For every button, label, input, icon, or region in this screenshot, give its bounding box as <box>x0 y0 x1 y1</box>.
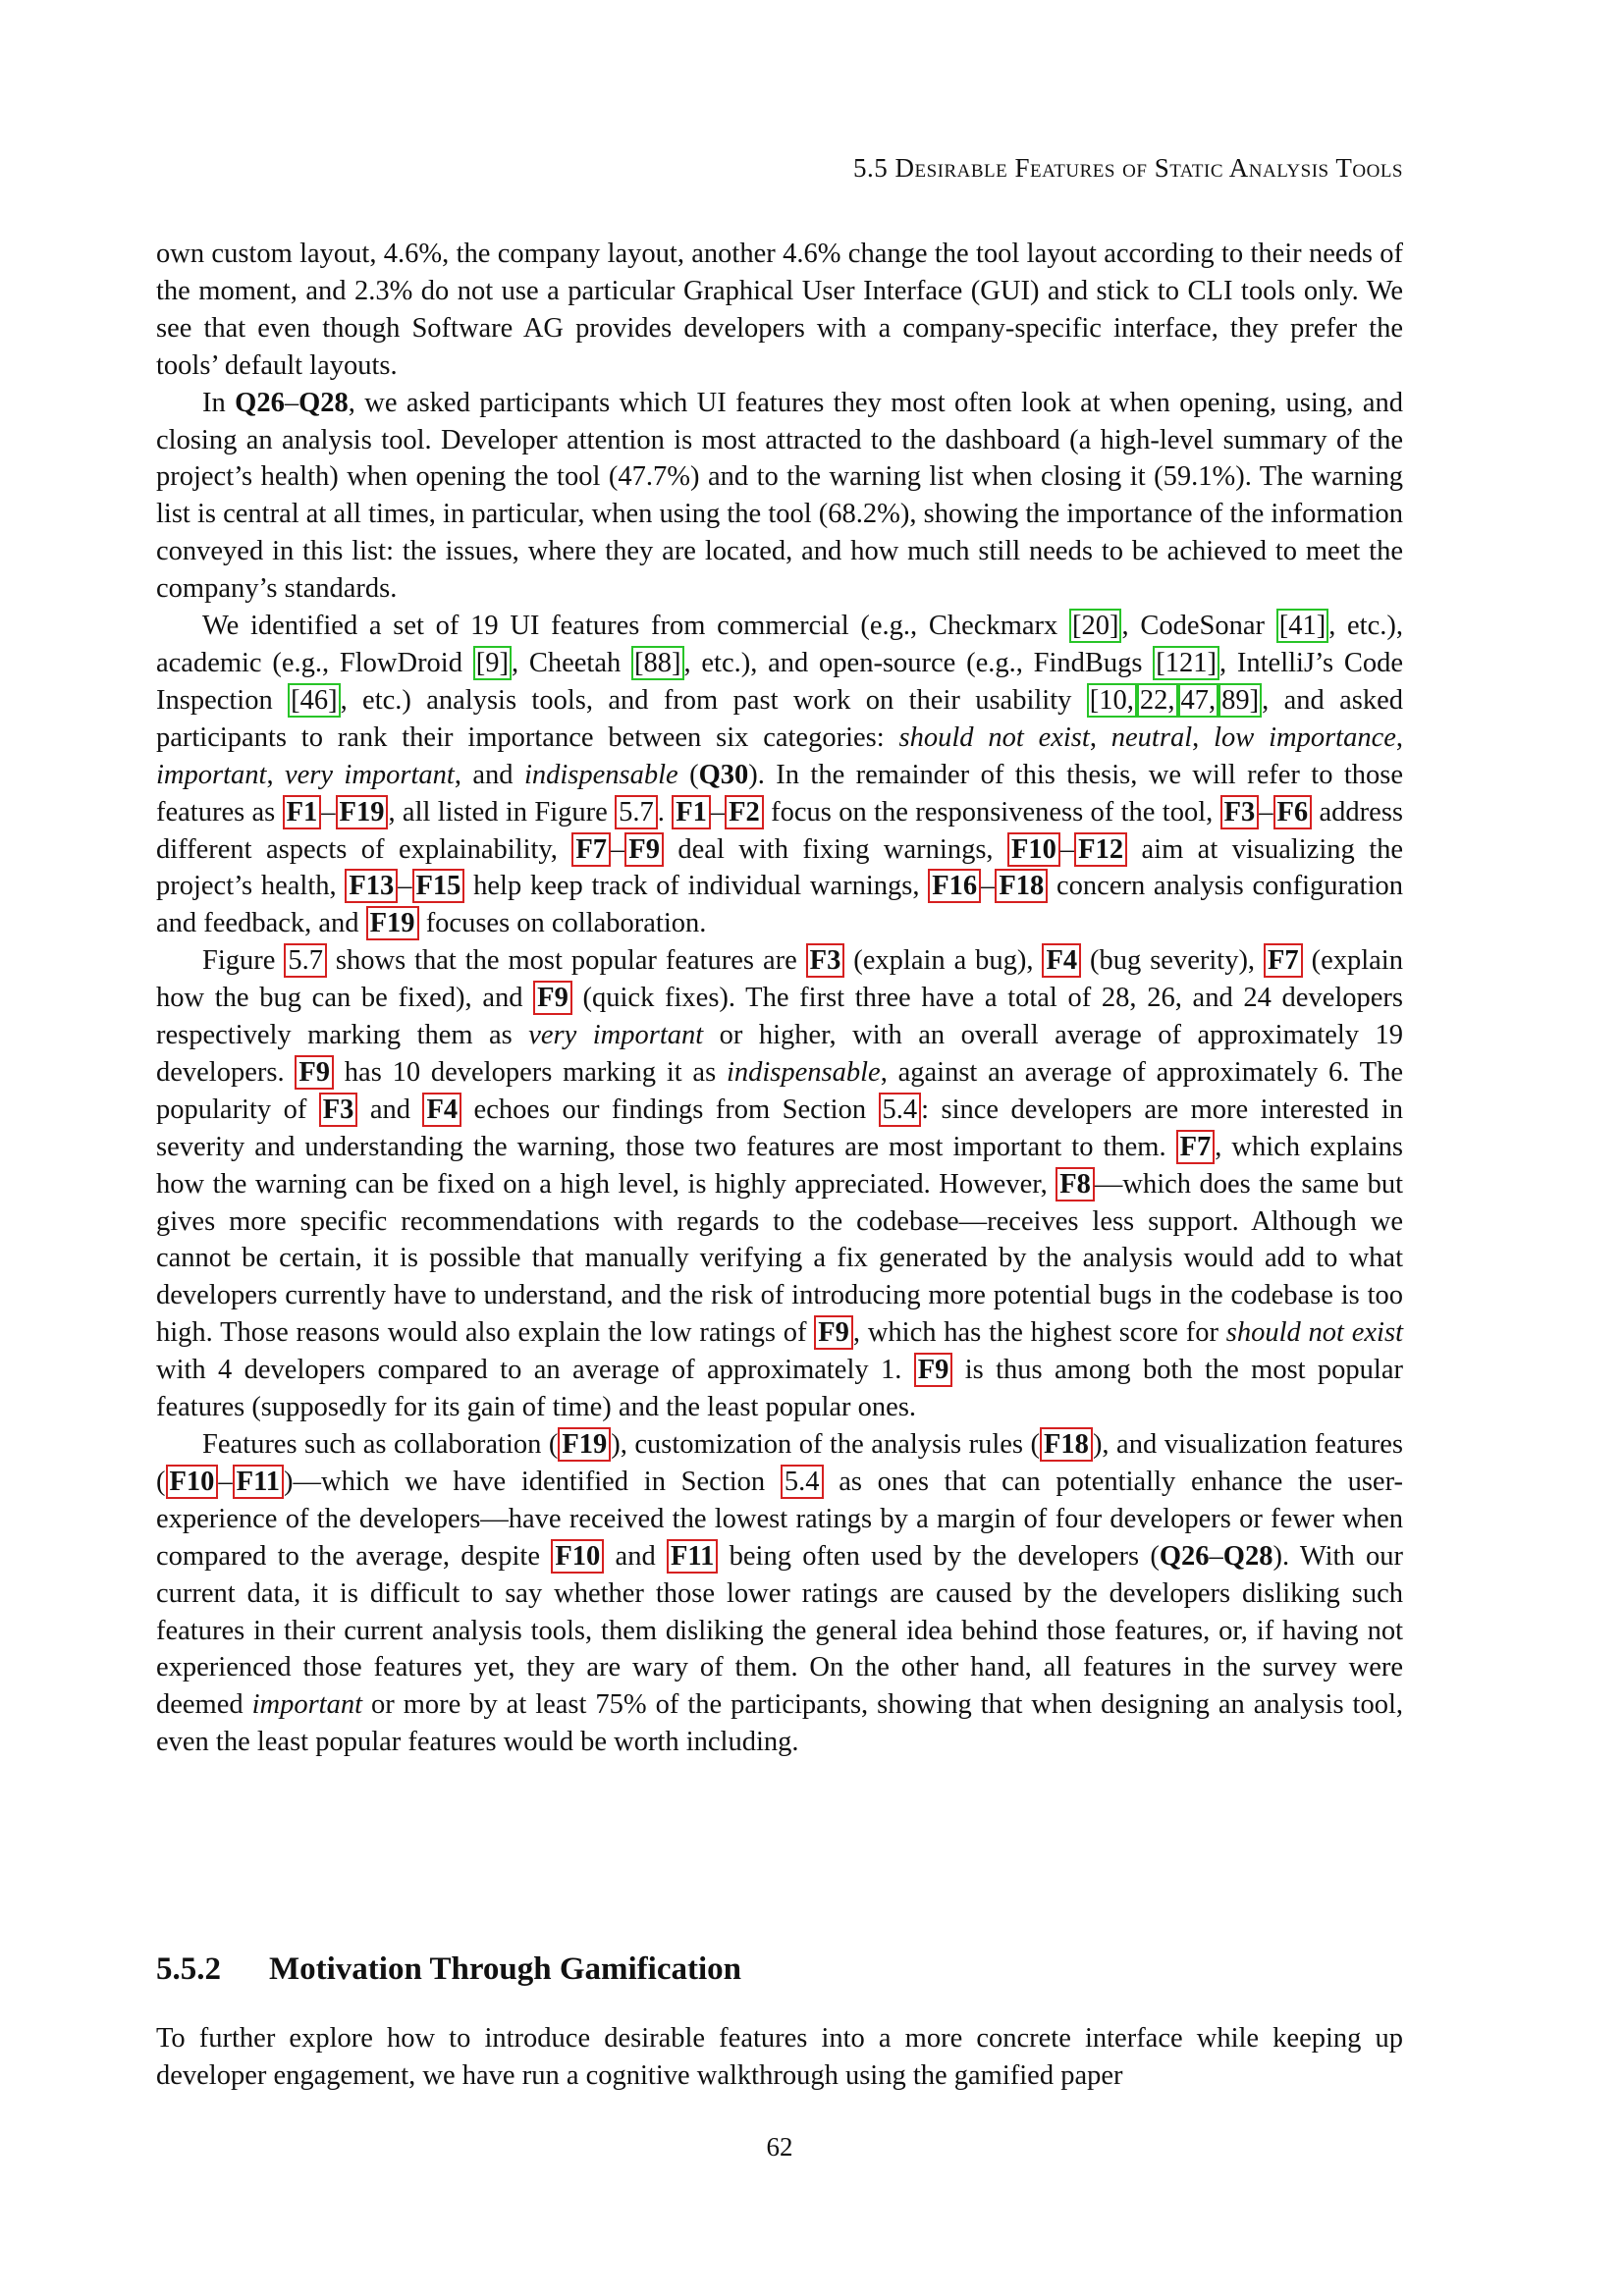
section-number: 5.5.2 <box>156 1951 221 1987</box>
citation-link[interactable]: 89] <box>1218 683 1262 718</box>
text-run: , and <box>454 759 524 790</box>
feature-link[interactable]: F7 <box>1176 1130 1216 1164</box>
dash: – <box>218 1466 233 1497</box>
paragraph-5 <box>156 1426 1403 1761</box>
text-run: , etc.) analysis tools, and from past work on their usability <box>340 684 1087 716</box>
text-run: )—which we have identified in Section <box>284 1466 781 1497</box>
citation-link[interactable]: [20] <box>1069 609 1121 643</box>
text-run: shows that the most popular features are <box>326 945 806 977</box>
text-run: focuses on collaboration. <box>418 908 707 939</box>
text-run: , we asked participants which UI features they most often look at when opening, using, and closing an analysis tool. Developer attention is most attracted to the dashboard (a high-level summary of the project’s health) when opening the tool (47.7%) and to the warning list when closing it (59.1%). The warning list is central at all times, in particular, when using the tool (68.2%), showing the importance of the information conveyed in this list: the issues, where they are located, and how much still needs to be achieved to meet the company’s standards. <box>156 387 1403 605</box>
text-run: own custom layout, 4.6%, the company layout, another 4.6% change the tool layout according to their needs of the moment, and 2.3% do not use a particular Graphical User Interface (GUI) and stick to CLI tools only. We see that even though Software AG provides developers with a company-specific interface, they prefer the tools’ default layouts. <box>156 239 1403 381</box>
dash: – <box>1259 796 1273 828</box>
page-number: 62 <box>766 2132 793 2162</box>
text-run: To further explore how to introduce desirable features into a more concrete interface while keeping up developer engagement, we have run a cognitive walkthrough using the gamified paper <box>156 2023 1403 2091</box>
text-run: concern analysis configuration and feedback, and <box>156 871 1404 939</box>
text-run: with 4 developers compared to an average of approximately 1. <box>156 1355 914 1386</box>
text-run: ). With our current data, it is difficult to say whether those lower ratings are caused by the developers disliking such features in their current analysis tools, them disliking the general idea behind those features, or, if having not experienced those features yet, they are wary of them. On the other hand, all features in the survey were deemed <box>156 1540 1403 1721</box>
feature-link[interactable]: F7 <box>571 832 611 867</box>
feature-link[interactable]: F10 <box>166 1465 219 1499</box>
text-run: echoes our findings from Section <box>461 1094 879 1125</box>
text-run: , which explains how the warning can be fixed on a high level, is highly appreciated. However, <box>156 1131 1403 1200</box>
text-run: help keep track of individual warnings, <box>464 871 929 902</box>
text-run: , etc.), academic (e.g., FlowDroid <box>156 611 1403 678</box>
text-run: , <box>1192 721 1215 753</box>
dash: – <box>284 387 299 418</box>
citation-link[interactable]: [88] <box>631 646 683 680</box>
dash: – <box>710 796 726 828</box>
citation-link[interactable]: 22, <box>1137 683 1178 718</box>
text-run: Features such as collaboration ( <box>202 1429 559 1460</box>
body-text-continued <box>156 2020 1403 2095</box>
feature-link[interactable]: F19 <box>366 906 419 940</box>
category-term: important <box>251 1689 363 1721</box>
text-run: aim at visualizing the project’s health, <box>156 833 1404 902</box>
text-run: , <box>1089 721 1111 753</box>
text-run: In <box>202 387 236 418</box>
feature-link[interactable]: F7 <box>1264 943 1303 978</box>
text-run: ( <box>677 759 699 790</box>
text-run: , CodeSonar <box>1121 611 1276 642</box>
text-run: ). In the remainder of this thesis, we will refer to those features as <box>156 759 1404 828</box>
text-run: and <box>604 1540 667 1572</box>
feature-link[interactable]: F8 <box>1056 1167 1095 1201</box>
text-run: has 10 developers marking it as <box>334 1056 727 1088</box>
citation-link[interactable]: 47, <box>1178 683 1219 718</box>
text-run: focus on the responsiveness of the tool, <box>763 796 1220 828</box>
text-run: —which does the same but gives more specific recommendations with regards to the codebase—receives less support. Although we cannot be certain, it is possible that manually verifying a fix generated by the analysis would add to what developers currently have to understand, and the risk of introducing more potential bugs in the codebase is too high. Those reasons would also explain the low ratings of <box>156 1168 1403 1349</box>
text-run: , which has the highest score for <box>852 1317 1226 1349</box>
section-link[interactable]: 5.4 <box>781 1465 824 1499</box>
feature-link[interactable]: F9 <box>533 981 572 1015</box>
category-term: should not exist <box>898 721 1090 753</box>
text-run: , against an average of approximately 6. The popularity of <box>156 1056 1403 1125</box>
text-run: ), and visualization features ( <box>156 1429 1404 1497</box>
feature-link[interactable]: F13 <box>345 869 398 903</box>
text-run: We identified a set of 19 UI features from commercial (e.g., Checkmarx <box>202 611 1069 642</box>
text-run: , <box>266 759 285 790</box>
text-run: or more by at least 75% of the participants, showing that when designing an analysis tool, even the least popular features would be worth including. <box>156 1689 1403 1758</box>
feature-link[interactable]: F3 <box>1220 795 1260 829</box>
feature-link[interactable]: F4 <box>1042 943 1081 978</box>
feature-link[interactable]: F3 <box>806 943 845 978</box>
text-run: , Cheetah <box>511 647 632 678</box>
feature-link[interactable]: F10 <box>551 1539 604 1574</box>
feature-link[interactable]: F12 <box>1074 832 1127 867</box>
question-ref: Q26 <box>235 387 285 418</box>
dash: – <box>611 833 625 865</box>
feature-link[interactable]: F19 <box>558 1427 611 1462</box>
text-run: or higher, with an overall average of approximately 19 developers. <box>156 1020 1404 1088</box>
text-run: Figure <box>202 945 285 977</box>
feature-link[interactable]: F9 <box>914 1353 953 1387</box>
text-run: , IntelliJ’s Code Inspection <box>156 647 1403 716</box>
feature-link[interactable]: F1 <box>283 795 322 829</box>
text-run: as ones that can potentially enhance the user-experience of the developers—have received the lowest ratings by a margin of four developers or fewer when compared to the average, despite <box>156 1466 1403 1572</box>
category-term: important <box>156 759 267 790</box>
figure-link[interactable]: 5.7 <box>284 943 327 978</box>
dash: – <box>981 871 996 902</box>
text-run: . <box>657 796 673 828</box>
category-term: should not exist <box>1225 1317 1403 1349</box>
question-ref: Q26 <box>1159 1540 1210 1572</box>
body-text <box>156 236 1403 1761</box>
feature-link[interactable]: F18 <box>1040 1427 1093 1462</box>
feature-link[interactable]: F19 <box>336 795 389 829</box>
dash: – <box>1209 1540 1223 1572</box>
category-term: indispensable <box>726 1056 881 1088</box>
feature-link[interactable]: F9 <box>295 1055 334 1090</box>
running-header: 5.5 Desirable Features of Static Analysis Tools <box>852 153 1403 183</box>
question-ref: Q28 <box>298 387 349 418</box>
text-run: is thus among both the most popular features (supposedly for its gain of time) and the least popular ones. <box>156 1355 1403 1423</box>
text-run: , all listed in Figure <box>388 796 616 828</box>
dash: – <box>321 796 336 828</box>
question-ref: Q30 <box>698 759 749 790</box>
text-run: address different aspects of explainability, <box>156 796 1404 865</box>
citation-link[interactable]: [10, <box>1087 683 1137 718</box>
paragraph-3 <box>156 608 1403 942</box>
category-term: low importance <box>1214 721 1396 753</box>
text-run: being often used by the developers ( <box>718 1540 1160 1572</box>
feature-link[interactable]: F16 <box>928 869 981 903</box>
category-term: very important <box>528 1020 704 1051</box>
citation-link[interactable]: [9] <box>473 646 512 680</box>
question-ref: Q28 <box>1222 1540 1273 1572</box>
feature-link[interactable]: F15 <box>412 869 465 903</box>
text-run: ), customization of the analysis rules ( <box>611 1429 1041 1460</box>
text-run: (explain how the bug can be fixed), and <box>156 945 1403 1014</box>
text-run: , <box>1395 721 1404 753</box>
feature-link[interactable]: F9 <box>624 832 664 867</box>
dash: – <box>1059 833 1075 865</box>
feature-link[interactable]: F1 <box>672 795 711 829</box>
dash: – <box>398 871 412 902</box>
feature-link[interactable]: F9 <box>814 1315 853 1350</box>
citation-link[interactable]: [121] <box>1153 646 1219 680</box>
citation-link[interactable]: [41] <box>1276 609 1328 643</box>
paragraph-1 <box>156 236 1403 385</box>
citation-link[interactable]: [46] <box>288 683 340 718</box>
section-heading <box>156 1951 1403 1988</box>
text-run: , and asked participants to rank their importance between six categories: <box>156 684 1404 753</box>
feature-link[interactable]: F6 <box>1273 795 1313 829</box>
text-run: , etc.), and open-source (e.g., FindBugs <box>683 647 1154 678</box>
paragraph-2 <box>156 385 1403 608</box>
feature-link[interactable]: F11 <box>667 1539 718 1574</box>
paragraph-4 <box>156 942 1403 1426</box>
feature-link[interactable]: F3 <box>319 1093 358 1127</box>
text-run: (bug severity), <box>1081 945 1264 977</box>
text-run: deal with fixing warnings, <box>663 833 1007 865</box>
category-term: very important <box>284 759 455 790</box>
text-run: : since developers are more interested in severity and understanding the warning, those two features are most important to them. <box>156 1094 1403 1162</box>
paragraph-6 <box>156 2020 1403 2095</box>
feature-link[interactable]: F4 <box>422 1093 461 1127</box>
feature-link[interactable]: F2 <box>725 795 764 829</box>
feature-link[interactable]: F10 <box>1007 832 1060 867</box>
text-run: (quick fixes). The first three have a total of 28, 26, and 24 developers respectively marking them as <box>156 983 1403 1051</box>
category-term: indispensable <box>523 759 678 790</box>
feature-link[interactable]: F11 <box>233 1465 284 1499</box>
section-link[interactable]: 5.4 <box>879 1093 922 1127</box>
section-title: Motivation Through Gamification <box>269 1951 741 1987</box>
text-run: and <box>357 1094 423 1125</box>
feature-link[interactable]: F18 <box>995 869 1048 903</box>
text-run: (explain a bug), <box>844 945 1043 977</box>
category-term: neutral <box>1110 721 1193 753</box>
figure-link[interactable]: 5.7 <box>615 795 658 829</box>
